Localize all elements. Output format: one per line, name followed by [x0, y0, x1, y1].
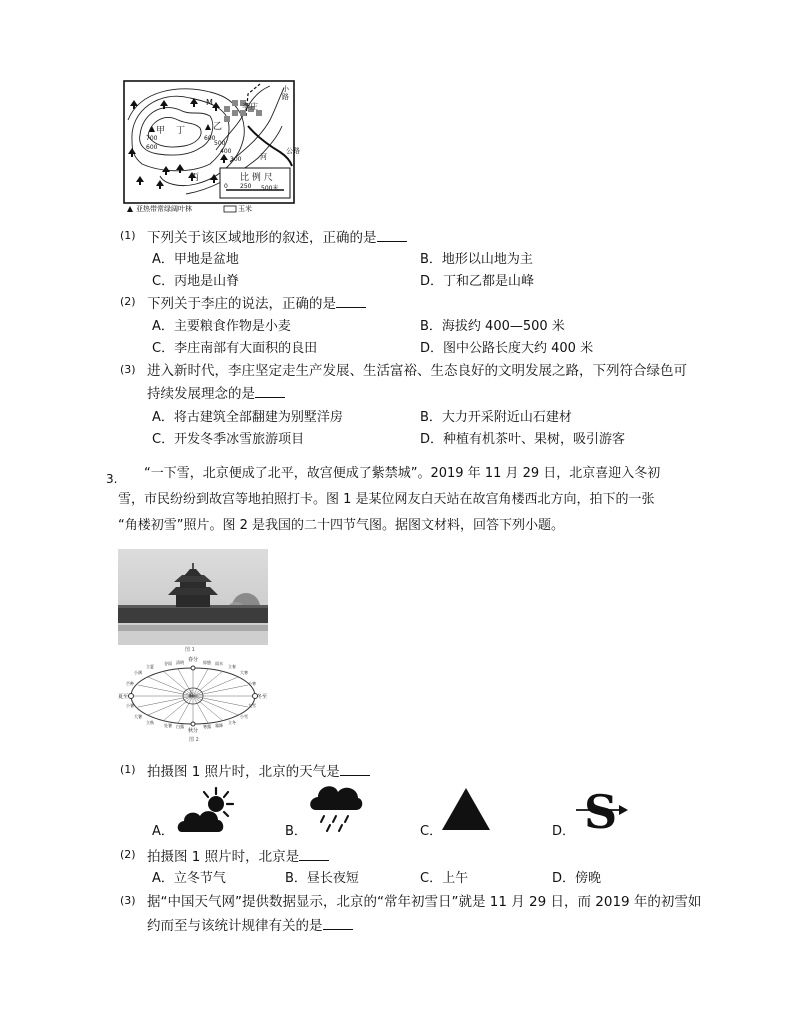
scale-title: 比 例 尺	[240, 173, 273, 183]
q3-option-d[interactable]: D．种植有机茶叶、果树，吸引游客	[420, 432, 626, 447]
scale-500: 500米	[261, 185, 279, 192]
map-label-lizhuang: 李庄	[242, 102, 258, 111]
problem-3-number: 3.	[106, 472, 118, 486]
answer-blank[interactable]	[377, 229, 407, 242]
q2-number: (2)	[120, 295, 136, 308]
term-bailu: 白露	[176, 724, 184, 729]
sun-label: 太阳	[189, 689, 193, 698]
term-lixia: 立夏	[146, 664, 154, 669]
q1-option-d[interactable]: D．丁和乙都是山峰	[420, 274, 535, 289]
contour-label-400: 400	[220, 148, 232, 155]
map-label-jia: 甲	[156, 126, 166, 136]
q5-option-a[interactable]: A．立冬节气	[152, 871, 226, 886]
legend-forest: 亚热带常绿阔叶林	[136, 205, 192, 213]
problem-3-text: “一下雪，北京便成了北平，故宫便成了紫禁城”。2019 年 11 月 29 日，北京喜迎入冬初 雪，市民纷纷到故宫等地拍照打卡。图 1 是某位网友白天站在故宫角楼西北方向，拍下的一张 “角楼初雪”照片。图 2 是我国的二十四节气图。据图文材料，回答下列小题。	[118, 466, 661, 533]
map-label-xiaolu: 小路	[282, 85, 289, 101]
contour-label-500: 500	[214, 140, 226, 147]
q4-stem: 拍摄图 1 照片时，北京的天气是	[147, 760, 370, 780]
figure-2-caption: 图 2	[189, 737, 199, 743]
contour-label-600a: 600	[146, 144, 158, 151]
term-daxue: 大雪	[248, 703, 256, 708]
q3-line1: 进入新时代，李庄坚定走生产发展、生活富裕、生态良好的文明发展之路，下列符合绿色可	[147, 363, 687, 379]
term-mangzhong: 芒种	[126, 681, 134, 686]
q2-option-b[interactable]: B．海拔约 400—500 米	[420, 319, 565, 334]
svg-text:S: S	[584, 786, 618, 834]
map-label-yi: 乙	[213, 122, 223, 132]
q1-option-c[interactable]: C．丙地是山脊	[152, 274, 240, 289]
answer-blank[interactable]	[336, 295, 366, 308]
q4-option-d[interactable]: D．	[552, 824, 576, 839]
q2-stem: 下列关于李庄的说法，正确的是	[147, 292, 366, 312]
answer-blank[interactable]	[255, 385, 285, 398]
q1-option-b[interactable]: B．地形以山地为主	[420, 252, 533, 267]
term-jingzhe: 惊蛰	[203, 660, 211, 665]
term-guyu: 谷雨	[164, 661, 172, 666]
term-lichun: 立春	[228, 664, 236, 669]
q4-option-a[interactable]: A．	[152, 824, 174, 839]
cloud-rain-icon[interactable]	[308, 782, 364, 832]
q3-option-c[interactable]: C．开发冬季冰雪旅游项目	[152, 432, 305, 447]
term-qiufen: 秋分	[188, 728, 199, 734]
figure-1-photo	[118, 549, 268, 645]
map-label-bing: 丙	[190, 173, 200, 183]
contour-label-700: 700	[146, 135, 158, 142]
term-xiaohan: 小寒	[248, 681, 256, 686]
triangle-icon[interactable]	[440, 786, 492, 832]
map-label-gonglu: 公路	[286, 147, 300, 155]
map-label-m: M	[206, 98, 213, 107]
term-chunfen: 春分	[188, 657, 199, 663]
scale-0: 0	[224, 183, 228, 190]
term-xiaoxue: 小雪	[240, 714, 248, 719]
figure-1-caption: 图 1	[185, 647, 195, 653]
term-dashu: 大暑	[134, 714, 142, 719]
q5-option-d[interactable]: D．傍晚	[552, 871, 602, 886]
q5-option-c[interactable]: C．上午	[420, 871, 469, 886]
answer-blank[interactable]	[340, 763, 370, 776]
term-qingming: 清明	[176, 660, 184, 665]
q2-option-c[interactable]: C．李庄南部有大面积的良田	[152, 341, 318, 356]
term-yushui: 雨水	[215, 661, 223, 666]
contour-label-600b: 600	[204, 135, 216, 142]
q4-option-b[interactable]: B．	[285, 824, 307, 839]
q6-line2: 约而至与该统计规律有关的是	[147, 914, 353, 934]
q2-option-a[interactable]: A．主要粮食作物是小麦	[152, 319, 291, 334]
q6-line1: 据“中国天气网”提供数据显示，北京的“常年初雪日”就是 11 月 29 日，而 2019 年的初雪如	[147, 894, 702, 910]
q6-number: (3)	[120, 894, 136, 907]
term-shuangjiang: 霜降	[215, 723, 223, 728]
answer-blank[interactable]	[323, 917, 353, 930]
q1-number: (1)	[120, 229, 136, 242]
term-lidong: 立冬	[228, 720, 236, 725]
q2-option-d[interactable]: D．图中公路长度大约 400 米	[420, 341, 594, 356]
q3-option-b[interactable]: B．大力开采附近山石建材	[420, 410, 572, 425]
term-xiaoman: 小满	[134, 670, 142, 675]
q4-option-c[interactable]: C．	[420, 824, 443, 839]
q1-stem: 下列关于该区域地形的叙述，正确的是	[147, 226, 407, 246]
term-liqiu: 立秋	[146, 720, 154, 725]
term-dongzhi: 冬至	[257, 694, 268, 700]
term-dahan: 大寒	[240, 670, 248, 675]
term-xiazhi: 夏至	[118, 694, 129, 700]
q3-option-a[interactable]: A．将古建筑全部翻建为别墅洋房	[152, 410, 343, 425]
term-xiaoshu: 小暑	[126, 703, 134, 708]
q3-number: (3)	[120, 363, 136, 376]
scale-250: 250	[240, 183, 252, 190]
contour-label-300: 300	[230, 156, 242, 163]
wind-s-icon[interactable]	[574, 786, 630, 834]
q5-stem: 拍摄图 1 照片时，北京是	[147, 845, 329, 865]
sun-cloud-icon[interactable]	[176, 786, 236, 834]
q1-option-a[interactable]: A．甲地是盆地	[152, 252, 239, 267]
q5-option-b[interactable]: B．昼长夜短	[285, 871, 359, 886]
q4-number: (1)	[120, 763, 136, 776]
answer-blank[interactable]	[299, 848, 329, 861]
map-label-ding: 丁	[176, 126, 186, 136]
q5-number: (2)	[120, 848, 136, 861]
legend-corn: 玉米	[238, 205, 252, 213]
term-hanlu: 寒露	[203, 724, 211, 729]
map-label-he: 河	[260, 153, 267, 161]
q3-line2: 持续发展理念的是	[147, 382, 285, 402]
term-chushu: 处暑	[164, 723, 172, 728]
